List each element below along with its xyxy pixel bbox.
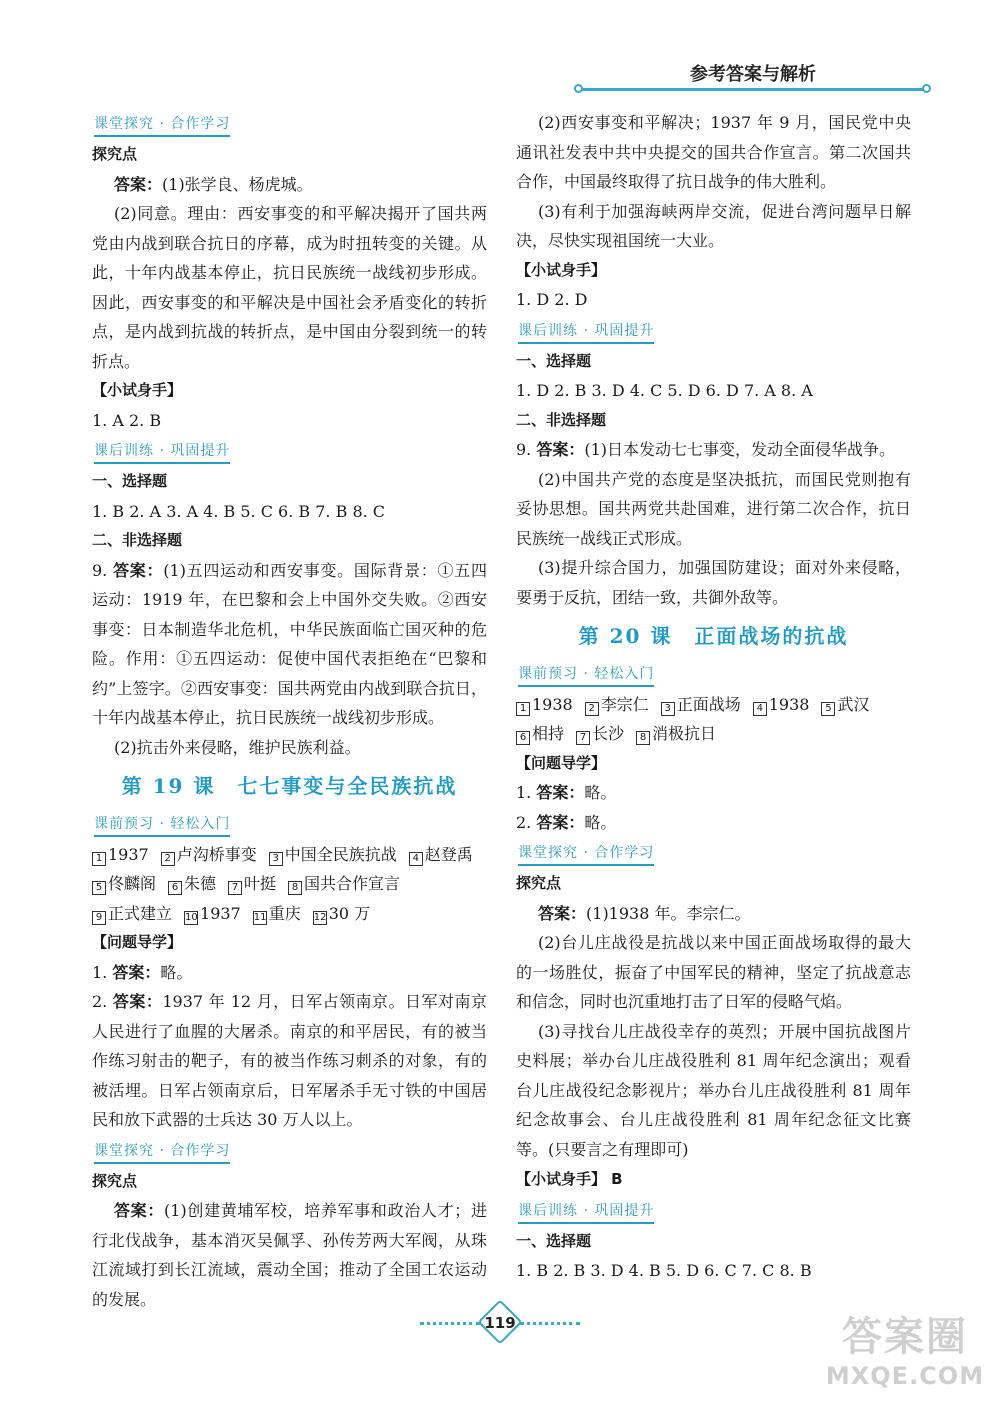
- blank-number-box: 7: [228, 881, 242, 895]
- practice-heading: 【小试身手】: [92, 381, 183, 399]
- choice-title: 一、选择题: [516, 351, 592, 370]
- section-heading: 课后训练 · 巩固提升: [518, 1200, 654, 1224]
- blank-number-box: 5: [821, 702, 835, 716]
- blank-number-box: 4: [409, 852, 423, 866]
- q9-answer: 9. 答案：(1)日本发动七七事变，发动全面侵华战争。: [516, 440, 896, 459]
- guide-answer-2: 2. 答案：略。: [516, 812, 617, 832]
- blank-number-box: 8: [636, 731, 650, 745]
- blank-answer-text: 叶挺: [244, 874, 277, 893]
- choice-answers: 1. B 2. A 3. A 4. B 5. C 6. B 7. B 8. C: [92, 501, 386, 521]
- blank-number-box: 11: [253, 911, 267, 923]
- blank-item: [516, 690, 573, 720]
- blank-answer-text: 朱德: [184, 874, 217, 893]
- blank-answer-text: 卢沟桥事变: [176, 844, 257, 864]
- blank-number-box: 7: [576, 731, 590, 745]
- blank-answer-text: 相持: [532, 724, 565, 743]
- blank-item: [636, 719, 716, 749]
- q9-answer-2: (2)中国共产党的态度是坚决抵抗，而国民党则抱有妥协思想。国共两党共赴国难，进行第二次合作，抗日民族统一战线正式形成。: [516, 469, 911, 548]
- blank-item: [516, 719, 564, 749]
- answer-paragraph: (2)同意。理由：西安事变的和平解决揭开了国共两党由内战到联合抗日的序幕，成为时扭转变的关键。从此，十年内战基本停止，抗日民族统一战线初步形成。因此，西安事变的和平解决是中国社会矛盾变化的转折点，是内战到抗战的转折点，是中国由分裂到统一的转折点。: [92, 204, 487, 371]
- section-heading: 课前预习 · 轻松入门: [518, 663, 654, 687]
- blank-item: [576, 719, 624, 749]
- q9-answer-2: (2)抗击外来侵略，维护民族利益。: [114, 737, 361, 757]
- answer-paragraph: 答案：(1)创建黄埔军校，培养军事和政治人才；进行北伐战争，基本消灭吴佩孚、孙传芳两大军阀，从珠江流域打到长江流域，震动全国；推动了全国工农运动的发展。: [92, 1201, 487, 1309]
- blank-answer-text: 武汉: [837, 694, 870, 714]
- page-number: 119: [484, 1314, 516, 1332]
- header-rule: [578, 88, 924, 91]
- blank-number-box: 5: [92, 881, 106, 895]
- blank-item: [661, 690, 741, 720]
- blank-item: [269, 840, 397, 870]
- blank-answer-text: 佟麟阁: [108, 874, 157, 893]
- blank-number-box: 3: [269, 852, 283, 866]
- answer-paragraph: (2)西安事变和平解决；1937 年 9 月，国民党中央通讯社发表中共中央提交的国共合作宣言。第二次国共合作，中国最终取得了抗日战争的伟大胜利。: [516, 113, 911, 191]
- page-header-title: 参考答案与解析: [690, 64, 816, 85]
- section-heading: 课后训练 · 巩固提升: [94, 440, 230, 464]
- blank-number-box: 2: [585, 702, 599, 716]
- blank-answer-text: 1937: [108, 844, 149, 864]
- blank-answer-text: 国共合作宣言: [304, 874, 401, 893]
- blank-answer-text: 正面战场: [676, 694, 741, 714]
- practice-line: 【小试身手】 B: [516, 1170, 623, 1188]
- blank-item: [228, 869, 276, 899]
- nonchoice-title: 二、非选择题: [516, 410, 607, 429]
- blank-item: [92, 840, 149, 870]
- blank-answer-text: 1937: [200, 903, 241, 923]
- guide-answer-1: 1. 答案：略。: [516, 783, 617, 802]
- watermark-logo: 答案圈 MXQE.COM: [825, 1314, 985, 1390]
- q9-answer-3: (3)提升综合国力，加强国防建设；面对外来侵略，要勇于反抗，团结一致，共御外敌等。: [516, 558, 911, 607]
- choice-answers: 1. D 2. B 3. D 4. C 5. D 6. D 7. A 8. A: [516, 381, 813, 400]
- blank-item: [253, 899, 301, 929]
- blank-number-box: 8: [288, 881, 302, 895]
- blank-answer-text: 李宗仁: [600, 694, 649, 714]
- inquiry-heading: 探究点: [92, 145, 138, 163]
- blank-number-box: 3: [661, 702, 675, 716]
- answer-paragraph: (3)有利于加强海峡两岸交流，促进台湾问题早日解决，尽快实现祖国统一大业。: [516, 201, 911, 250]
- blank-number-box: 10: [185, 911, 198, 923]
- lesson-19-title: 第 19 课 七七事变与全民族抗战: [121, 774, 458, 798]
- blank-item: [821, 690, 869, 720]
- blank-number-box: 6: [168, 881, 182, 895]
- blank-item: [92, 899, 172, 929]
- nonchoice-title: 二、非选择题: [92, 531, 183, 549]
- inquiry-heading: 探究点: [92, 1171, 138, 1190]
- blank-number-box: 6: [516, 731, 530, 745]
- blank-answer-text: 长沙: [592, 724, 625, 743]
- blank-answer-text: 重庆: [268, 903, 301, 923]
- blank-item: [184, 899, 241, 929]
- blank-item: [288, 869, 400, 899]
- blank-number-box: 4: [753, 702, 767, 716]
- guide-heading: 【问题导学】: [516, 753, 607, 772]
- section-heading: 课堂探究 · 合作学习: [518, 842, 654, 866]
- choice-title: 一、选择题: [516, 1231, 592, 1250]
- footer-dots-left: [420, 1322, 480, 1325]
- header-dot-left: [574, 84, 583, 93]
- blank-answer-text: 正式建立: [108, 903, 173, 923]
- blank-item: [409, 840, 473, 870]
- blank-number-box: 1: [92, 852, 106, 866]
- blank-number-box: 12: [313, 911, 327, 923]
- blank-item: [168, 869, 216, 899]
- inquiry-heading: 探究点: [516, 874, 562, 892]
- practice-answers: 1. D 2. D: [516, 290, 588, 309]
- answer-line: 答案：(1)1938 年。李宗仁。: [538, 903, 751, 923]
- lesson-20-title: 第 20 课 正面战场的抗战: [578, 624, 849, 648]
- guide-heading: 【问题导学】: [92, 933, 183, 951]
- blank-item: [92, 869, 156, 899]
- right-column: [516, 108, 911, 1286]
- guide-answer-1: 1. 答案：略。: [92, 962, 193, 982]
- blank-item: [161, 840, 257, 870]
- blank-number-box: 2: [161, 852, 175, 866]
- answer-paragraph: (2)台儿庄战役是抗战以来中国正面战场取得的最大的一场胜仗，振奋了中国军民的精神，坚定了抗战意志和信念，同时也沉重地打击了日军的侵略气焰。: [516, 933, 911, 1011]
- blank-item: [753, 690, 810, 720]
- practice-answers: 1. A 2. B: [92, 410, 162, 430]
- blank-answer-text: 1938: [532, 694, 573, 714]
- section-heading: 课堂探究 · 合作学习: [94, 1140, 230, 1164]
- blank-answers: [92, 840, 487, 929]
- section-heading: 课后训练 · 巩固提升: [518, 320, 654, 344]
- section-heading: 课前预习 · 轻松入门: [94, 813, 230, 837]
- practice-heading: 【小试身手】: [516, 260, 607, 279]
- blank-answer-text: 中国全民族抗战: [284, 844, 397, 864]
- blank-item: [313, 899, 370, 929]
- footer-dots-right: [520, 1322, 580, 1325]
- choice-title: 一、选择题: [92, 472, 168, 490]
- header-dot-right: [922, 84, 931, 93]
- blank-answer-text: 30 万: [328, 903, 371, 923]
- blank-answer-text: 赵登禹: [424, 844, 473, 864]
- blank-number-box: 1: [516, 702, 530, 716]
- guide-answer-2: 2. 答案：1937 年 12 月，日军占领南京。日军对南京人民进行了血腥的大屠杀。南京的和平居民，有的被当作练习射击的靶子，有的被当作练习刺杀的对象，有的被活埋。日军占领南京后，日军屠杀手无寸铁的中国居民和放下武器的士兵达 30 万人以上。: [92, 992, 487, 1129]
- blank-item: [585, 690, 649, 720]
- left-column: [92, 108, 487, 1314]
- blank-number-box: 9: [92, 911, 106, 925]
- choice-answers: 1. B 2. B 3. D 4. B 5. D 6. C 7. C 8. B: [516, 1261, 812, 1280]
- answer-line: 答案：(1)张学良、杨虎城。: [114, 174, 313, 194]
- blank-answer-text: 1938: [768, 694, 810, 714]
- answer-paragraph: (3)寻找台儿庄战役幸存的英烈；开展中国抗战图片史料展；举办台儿庄战役胜利 81 周年纪念演出；观看台儿庄战役纪念影视片；举办台儿庄战役胜利 81 周年纪念故事会、台儿庄战役胜利 81 周年纪念征文比赛等。(只要言之有理即可): [516, 1021, 911, 1159]
- q9-answer: 9. 答案：(1)五四运动和西安事变。国际背景：①五四运动：1919 年，在巴黎和会上中国外交失败。②西安事变：日本制造华北危机，中华民族面临亡国灭种的危险。作用：①五四运动：促使中国代表拒绝在“巴黎和约”上签字。②西安事变：国共两党由内战到联合抗日，十年内战基本停止，抗日民族统一战线初步形成。: [92, 560, 487, 727]
- section-heading: 课堂探究 · 合作学习: [94, 113, 230, 137]
- blank-answer-text: 消极抗日: [652, 724, 717, 743]
- blank-answers: [516, 690, 911, 749]
